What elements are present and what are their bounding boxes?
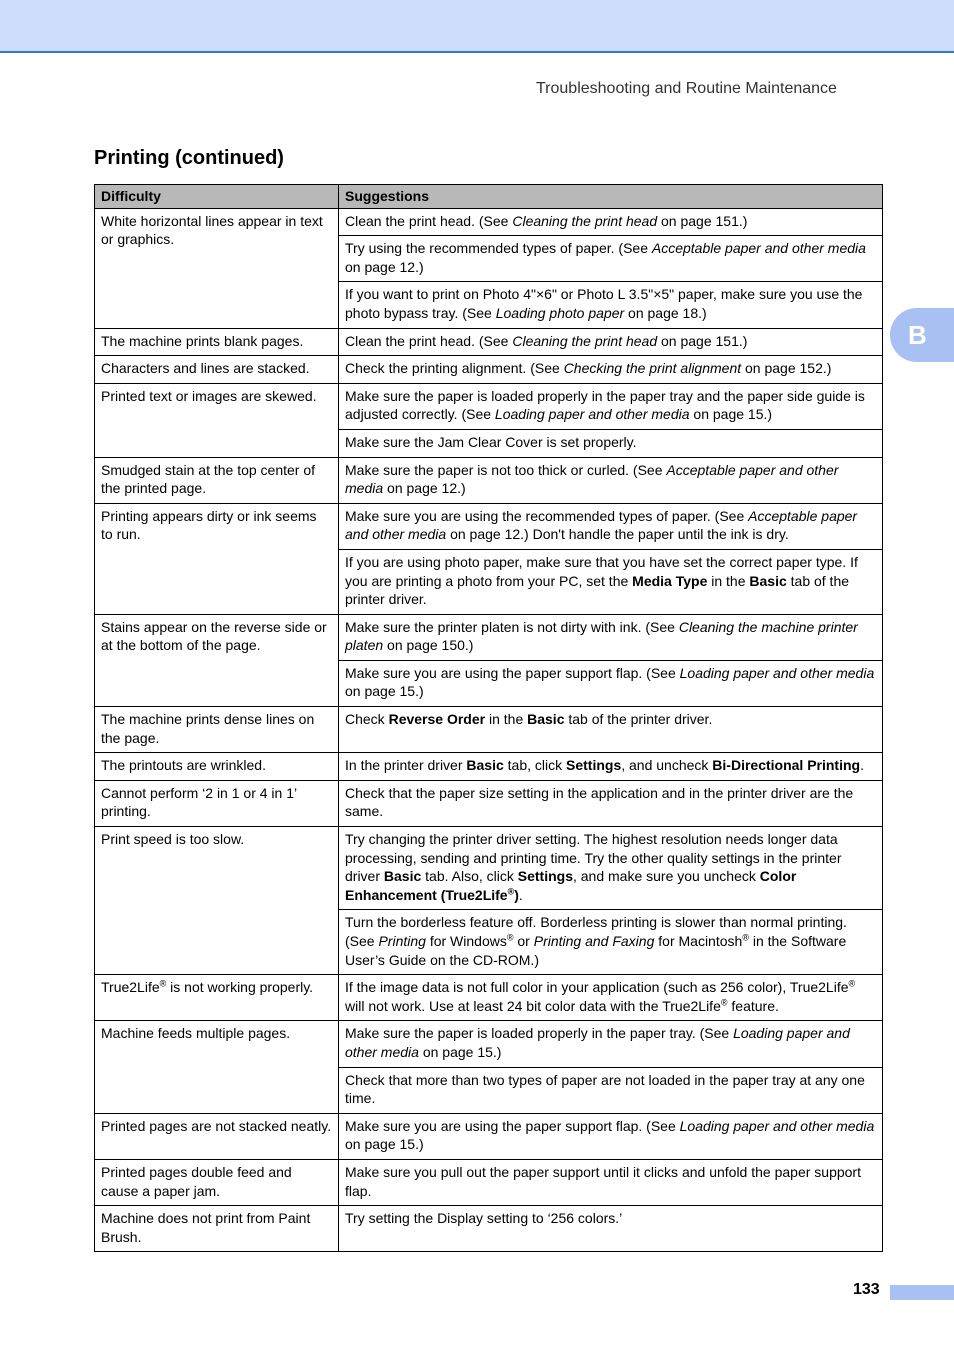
suggestion-text: Basic: [749, 572, 787, 589]
suggestion-text: Cleaning the print head: [512, 212, 658, 229]
suggestion-cell: [339, 549, 883, 614]
suggestion-text: ®: [507, 886, 515, 897]
suggestion-text: on page 15.): [418, 1043, 502, 1060]
table-row: [95, 383, 883, 429]
suggestion-text: on page 150.): [383, 637, 474, 654]
section-title: Printing (continued): [94, 147, 284, 169]
suggestion-text: will not work. Use at least 24 bit color data with the True2Life: [345, 997, 721, 1014]
suggestion-cell: [339, 208, 883, 236]
suggestion-text: for Macintosh: [654, 933, 743, 949]
table-row: [95, 1159, 883, 1205]
suggestion-text: tab, click: [503, 757, 566, 774]
suggestion-text: Reverse Order: [388, 711, 486, 728]
suggestion-text: Loading photo paper: [495, 304, 625, 321]
difficulty-cell: Printed text or images are skewed.: [95, 383, 339, 457]
suggestion-cell: [339, 503, 883, 549]
page-number: 133: [853, 1281, 880, 1298]
table-row: [95, 328, 883, 356]
suggestion-text: Make sure the Jam Clear Cover is set properly.: [345, 433, 637, 450]
suggestion-text: Loading paper and other media: [494, 406, 690, 423]
suggestion-text: Try changing the printer driver setting. The highest resolution needs longer data processing, sending and printing time. Try the other quality settings in the printer driver: [345, 831, 842, 885]
suggestion-text: tab of the printer driver.: [564, 711, 713, 728]
suggestion-text: Loading paper and other media: [345, 1025, 850, 1060]
suggestion-text: on page 151.): [657, 332, 748, 349]
suggestion-cell: [339, 1206, 883, 1252]
suggestion-text: on page 12.): [345, 258, 424, 275]
running-header: Troubleshooting and Routine Maintenance: [536, 80, 837, 97]
difficulty-cell: Machine does not print from Paint Brush.: [95, 1206, 339, 1252]
suggestion-cell: [339, 780, 883, 826]
header-suggestions: Suggestions: [339, 185, 883, 209]
difficulty-cell: Printing appears dirty or ink seems to run.: [95, 503, 339, 614]
difficulty-cell: White horizontal lines appear in text or graphics.: [95, 208, 339, 328]
suggestion-cell: [339, 383, 883, 429]
difficulty-cell: True2Life® is not working properly.: [95, 975, 339, 1021]
suggestion-cell: [339, 356, 883, 384]
suggestion-text: on page 12.): [383, 480, 466, 497]
difficulty-cell: Cannot perform ‘2 in 1 or 4 in 1’ printing.: [95, 780, 339, 826]
suggestion-text: for Windows: [425, 933, 507, 949]
suggestion-text: tab of the printer driver.: [345, 572, 850, 608]
suggestion-cell: [339, 753, 883, 781]
table-row: [95, 356, 883, 384]
suggestion-text: Basic: [527, 711, 565, 728]
suggestion-text: ®: [720, 997, 728, 1008]
table-row: [95, 503, 883, 549]
suggestion-text: Color Enhancement (True2Life: [345, 868, 797, 903]
suggestion-text: Loading paper and other media: [679, 664, 875, 681]
suggestion-text: , and make sure you uncheck: [572, 868, 760, 885]
suggestion-text: ®: [848, 978, 856, 989]
suggestion-text: Cleaning the machine printer platen: [345, 618, 858, 654]
suggestion-text: Make sure the paper is loaded properly in the paper tray. (See: [345, 1025, 734, 1042]
suggestion-text: on page 15.): [345, 683, 424, 700]
suggestion-text: Make sure the paper is loaded properly in the paper tray and the paper side guide is adjusted correctly. (See: [345, 387, 865, 423]
suggestion-text: Media Type: [632, 572, 708, 589]
suggestion-text: Turn the borderless feature off. Borderless printing is slower than normal printing. (See: [345, 914, 847, 949]
suggestion-text: in the: [485, 711, 528, 728]
suggestion-text: Printing and Faxing: [533, 933, 655, 949]
suggestion-text: Checking the print alignment: [563, 360, 742, 377]
table-row: [95, 1021, 883, 1067]
suggestion-text: ®: [742, 932, 749, 943]
suggestion-text: feature.: [727, 997, 779, 1014]
appendix-tab-letter: B: [908, 319, 927, 350]
suggestion-cell: [339, 827, 883, 910]
suggestion-cell: [339, 429, 883, 457]
suggestion-cell: [339, 614, 883, 660]
difficulty-cell: Printed pages double feed and cause a paper jam.: [95, 1159, 339, 1205]
suggestion-text: Cleaning the print head: [512, 332, 658, 349]
suggestion-text: .: [518, 886, 523, 903]
suggestion-text: Make sure you pull out the paper support until it clicks and unfold the paper support flap.: [345, 1163, 861, 1199]
suggestion-text: Acceptable paper and other media: [345, 507, 858, 543]
suggestion-text: in the Software User’s Guide on the CD-ROM.): [345, 933, 847, 968]
suggestion-cell: [339, 282, 883, 328]
suggestion-text: Make sure you are using the paper support flap. (See: [345, 664, 680, 681]
suggestion-text: Basic: [383, 868, 422, 885]
table-row: [95, 457, 883, 503]
suggestion-text: Bi-Directional Printing: [712, 757, 861, 774]
suggestion-cell: [339, 328, 883, 356]
page-number-bar: [890, 1285, 954, 1300]
suggestion-text: Printing: [378, 933, 426, 949]
table-body: [95, 208, 883, 1252]
suggestion-cell: [339, 1021, 883, 1067]
suggestion-text: , and uncheck: [621, 757, 713, 774]
difficulty-cell: Characters and lines are stacked.: [95, 356, 339, 384]
difficulty-cell: Machine feeds multiple pages.: [95, 1021, 339, 1113]
suggestion-cell: [339, 457, 883, 503]
suggestion-text: Check that the paper size setting in the application and in the printer driver are the same.: [345, 784, 854, 820]
suggestion-text: on page 152.): [741, 360, 832, 377]
suggestion-text: on page 15.): [345, 1136, 424, 1153]
table-row: [95, 975, 883, 1021]
suggestion-text: ®: [506, 932, 514, 943]
suggestion-text: on page 18.): [624, 304, 707, 321]
suggestion-text: .: [860, 757, 864, 774]
table-row: [95, 208, 883, 236]
suggestion-text: ): [514, 886, 519, 903]
difficulty-cell: The printouts are wrinkled.: [95, 753, 339, 781]
troubleshooting-table: [94, 184, 883, 1252]
suggestion-text: In the printer driver: [345, 757, 467, 774]
suggestion-text: Loading paper and other media: [679, 1117, 875, 1134]
top-color-band: [0, 0, 954, 53]
suggestion-text: tab. Also, click: [421, 868, 518, 885]
suggestion-text: Clean the print head. (See: [345, 332, 513, 349]
suggestion-text: on page 151.): [657, 212, 748, 229]
appendix-tab: [890, 308, 954, 362]
suggestion-cell: [339, 660, 883, 706]
table-row: [95, 1113, 883, 1159]
suggestion-text: Make sure the paper is not too thick or curled. (See: [345, 461, 667, 478]
suggestion-text: Check that more than two types of paper are not loaded in the paper tray at any one time.: [345, 1071, 865, 1107]
suggestion-text: Check: [345, 711, 389, 728]
suggestion-text: Check the printing alignment. (See: [345, 360, 564, 377]
suggestion-text: Make sure the printer platen is not dirty with ink. (See: [345, 618, 679, 635]
suggestion-cell: [339, 707, 883, 753]
suggestion-text: Settings: [566, 757, 622, 774]
suggestion-cell: [339, 1159, 883, 1205]
suggestion-text: Make sure you are using the recommended types of paper. (See: [345, 507, 749, 524]
suggestion-text: Basic: [466, 757, 504, 774]
suggestion-text: Try setting the Display setting to ‘256 colors.’: [345, 1210, 623, 1227]
difficulty-cell: Print speed is too slow.: [95, 827, 339, 975]
suggestion-text: If the image data is not full color in your application (such as 256 color), True2Life: [345, 979, 849, 996]
suggestion-text: If you want to print on Photo 4"×6" or Photo L 3.5"×5" paper, make sure you use the photo bypass tray. (See: [345, 286, 863, 321]
suggestion-text: Settings: [517, 868, 573, 885]
table-row: [95, 1206, 883, 1252]
suggestion-text: in the: [707, 572, 750, 589]
suggestion-text: Make sure you are using the paper support flap. (See: [345, 1117, 680, 1134]
suggestion-cell: [339, 236, 883, 282]
header-difficulty: Difficulty: [95, 185, 339, 209]
table-row: [95, 753, 883, 781]
suggestion-text: on page 15.): [689, 406, 773, 423]
suggestion-text: or: [513, 933, 534, 949]
table-row: [95, 614, 883, 660]
suggestion-text: Acceptable paper and other media: [651, 240, 866, 257]
difficulty-cell: The machine prints dense lines on the page.: [95, 707, 339, 753]
suggestion-text: on page 12.) Don't handle the paper until the ink is dry.: [446, 526, 789, 543]
table-row: [95, 707, 883, 753]
suggestion-cell: [339, 1113, 883, 1159]
table-header-row: [95, 185, 883, 209]
suggestion-text: If you are using photo paper, make sure that you have set the correct paper type. If you are printing a photo from your PC, set the: [345, 553, 858, 589]
suggestion-cell: [339, 975, 883, 1021]
suggestion-text: Try using the recommended types of paper. (See: [345, 240, 652, 257]
suggestion-cell: [339, 1067, 883, 1113]
suggestion-text: Acceptable paper and other media: [345, 461, 839, 497]
suggestion-cell: [339, 910, 883, 975]
table-row: [95, 827, 883, 910]
difficulty-cell: Stains appear on the reverse side or at the bottom of the page.: [95, 614, 339, 706]
suggestion-text: Clean the print head. (See: [345, 212, 513, 229]
difficulty-cell: Printed pages are not stacked neatly.: [95, 1113, 339, 1159]
difficulty-cell: The machine prints blank pages.: [95, 328, 339, 356]
table-row: [95, 780, 883, 826]
difficulty-cell: Smudged stain at the top center of the printed page.: [95, 457, 339, 503]
